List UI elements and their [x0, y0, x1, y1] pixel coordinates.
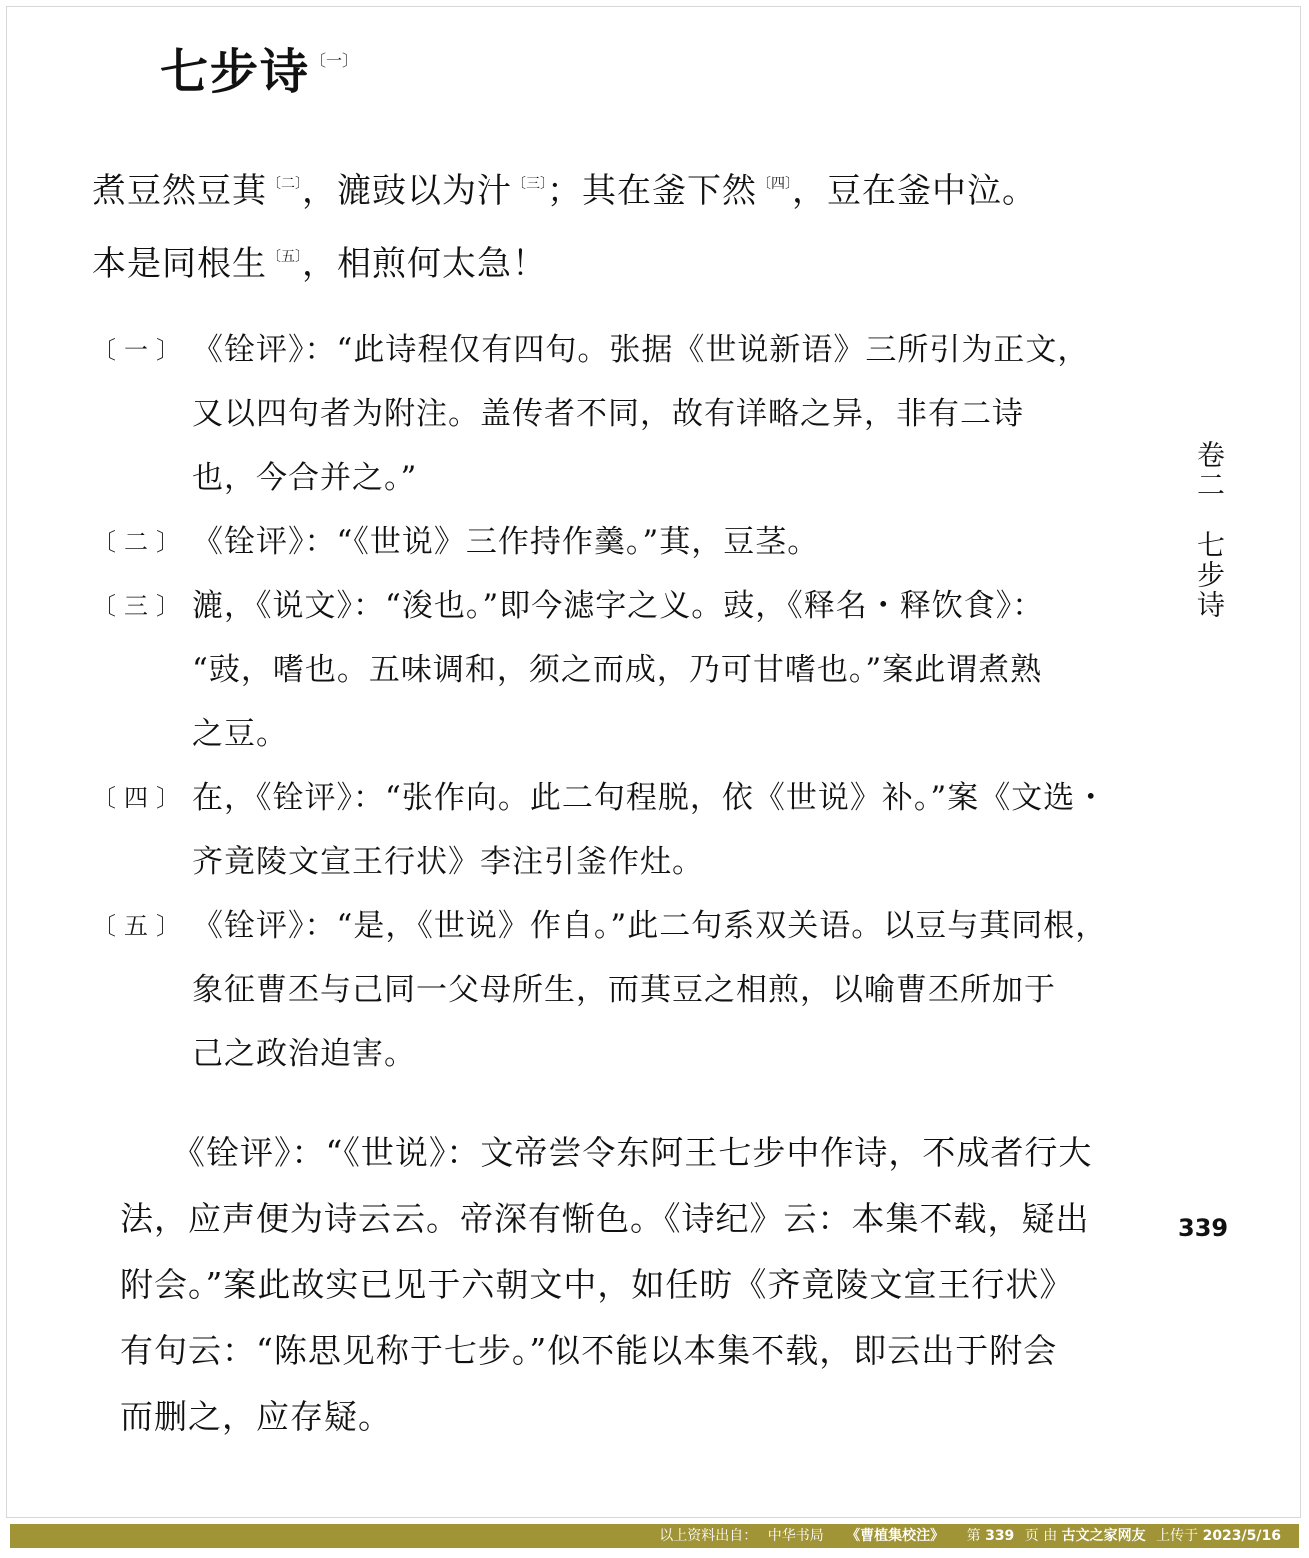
poem-text: ，相煎何太急！	[302, 244, 547, 284]
note-line: 漉，《说文》：“浚也。”即今滤字之义。豉，《释名・释饮食》：	[192, 588, 1045, 624]
note-number: 〔二〕	[92, 528, 188, 556]
note-text	[192, 894, 1152, 1086]
note-line: 又以四句者为附注。盖传者不同，故有详略之异，非有二诗	[192, 396, 1024, 432]
commentary-line: 法，应声便为诗云云。帝深有惭色。《诗纪》云：本集不载，疑出	[120, 1199, 1090, 1238]
poem-body	[92, 158, 1152, 304]
note-line: 《铨评》：“此诗程仅有四句。张据《世说新语》三所引为正文，	[192, 332, 1090, 368]
source-page-suffix: 页 由	[1024, 1528, 1058, 1544]
note-1	[92, 318, 1152, 510]
note-line: 《铨评》：“是，《世说》作自。”此二句系双关语。以豆与萁同根，	[192, 908, 1108, 944]
poem-line-2	[92, 231, 1152, 304]
note-marker: 〔二〕	[267, 176, 302, 192]
poem-text: ；其在釜下然	[547, 171, 757, 211]
note-4	[92, 766, 1152, 894]
source-uploader: 古文之家网友	[1061, 1528, 1146, 1544]
note-line: 己之政治迫害。	[192, 1036, 416, 1072]
note-3	[92, 574, 1152, 766]
note-line: 齐竟陵文宣王行状》李注引釜作灶。	[192, 844, 704, 880]
note-line: 在，《铨评》：“张作向。此二句程脱，依《世说》补。”案《文选・	[192, 780, 1108, 816]
note-line: 之豆。	[192, 716, 288, 752]
note-line: 《铨评》：“《世说》三作持作羹。”萁，豆茎。	[192, 524, 820, 560]
title-text: 七步诗	[160, 44, 311, 100]
source-page-prefix: 第	[966, 1528, 981, 1544]
commentary-line: 而删之，应存疑。	[120, 1397, 392, 1436]
note-marker: 〔五〕	[267, 249, 302, 265]
source-page: 339	[985, 1528, 1015, 1544]
source-book: 《曹植集校注》	[846, 1528, 945, 1544]
notes-section	[92, 318, 1152, 1086]
note-text	[192, 510, 1152, 574]
poem-text: 煮豆然豆萁	[92, 171, 267, 211]
source-date: 2023/5/16	[1202, 1528, 1281, 1544]
note-number: 〔四〕	[92, 784, 188, 812]
note-2	[92, 510, 1152, 574]
note-text	[192, 318, 1152, 510]
running-header: 卷二 七步诗	[1193, 440, 1226, 620]
poem-text: 本是同根生	[92, 244, 267, 284]
page-number: 339	[1178, 1214, 1229, 1242]
poem-title	[160, 42, 358, 113]
note-marker: 〔三〕	[512, 176, 547, 192]
commentary	[120, 1120, 1130, 1450]
commentary-line: 《铨评》：“《世说》：文帝尝令东阿王七步中作诗，不成者行大	[172, 1133, 1093, 1172]
source-publisher: 中华书局	[767, 1528, 824, 1544]
source-attribution-bar	[10, 1524, 1299, 1548]
note-5	[92, 894, 1152, 1086]
source-prefix: 以上资料出自：	[659, 1528, 758, 1544]
source-upload-text: 上传于	[1156, 1528, 1199, 1544]
note-number: 〔三〕	[92, 592, 188, 620]
note-line: 象征曹丕与己同一父母所生，而萁豆之相煎，以喻曹丕所加于	[192, 972, 1056, 1008]
note-text	[192, 574, 1152, 766]
note-number: 〔一〕	[92, 336, 188, 364]
poem-text: ，豆在釜中泣。	[792, 171, 1037, 211]
commentary-line: 有句云：“陈思见称于七步。”似不能以本集不载，即云出于附会	[120, 1331, 1058, 1370]
poem-line-1	[92, 158, 1152, 231]
commentary-line: 附会。”案此故实已见于六朝文中，如任昉《齐竟陵文宣王行状》	[120, 1265, 1074, 1304]
poem-text: ，漉豉以为汁	[302, 171, 512, 211]
note-number: 〔五〕	[92, 912, 188, 940]
note-text	[192, 766, 1152, 894]
note-marker: 〔四〕	[757, 176, 792, 192]
note-line: “豉，嗜也。五味调和，须之而成，乃可甘嗜也。”案此谓煮熟	[192, 652, 1043, 688]
note-line: 也，今合并之。”	[192, 460, 418, 496]
title-note-marker: 〔一〕	[310, 51, 359, 70]
